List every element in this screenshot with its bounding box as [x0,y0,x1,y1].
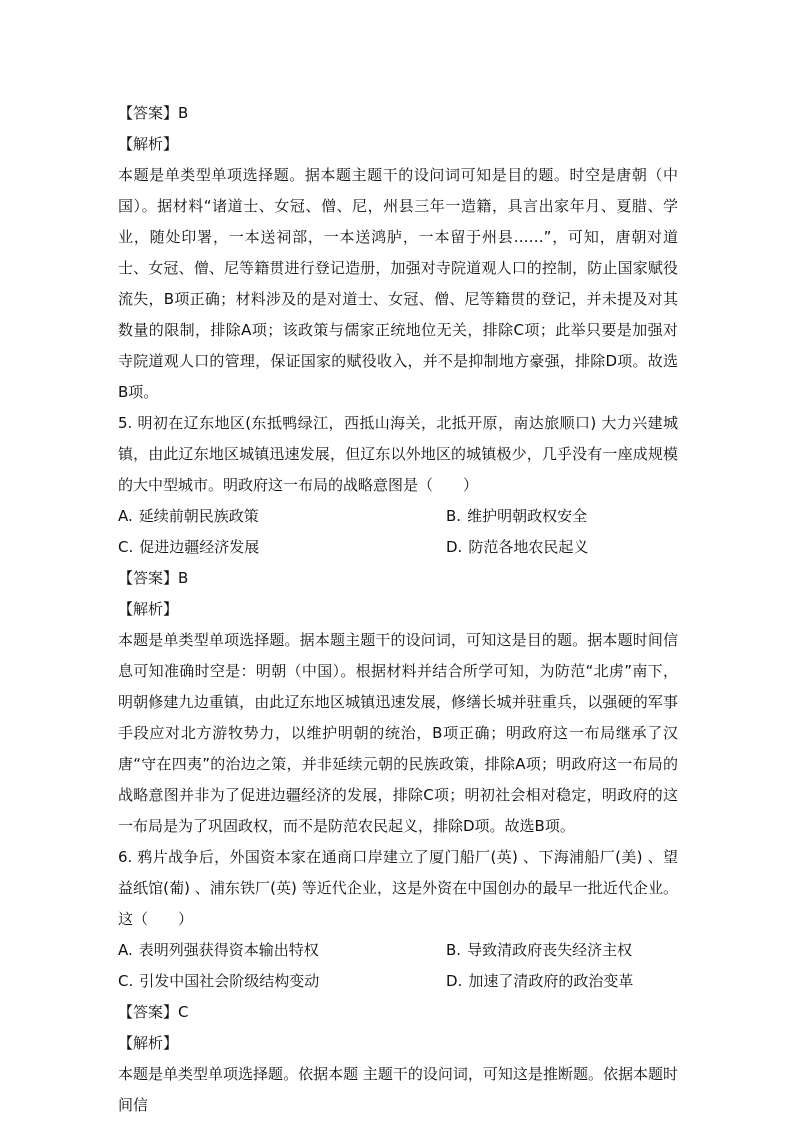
question-6-stem: 6. 鸦片战争后，外国资本家在通商口岸建立了厦门船厂(英) 、下海浦船厂(美) 、望益纸馆(葡) 、浦东铁厂(英) 等近代企业，这是外资在中国创办的最早一批近代企业。这（ ） [118,848,678,928]
analysis-heading: 【解析】 [118,135,179,153]
option-text: 引发中国社会阶级结构变动 [139,972,320,990]
analysis-paragraph: 本题是单类型单项选择题。据本题主题干的设问词可知是目的题。时空是唐朝（中国）。据材料“诸道士、女冠、僧、尼，州县三年一造籍，具言出家年月、夏腊、学业，随处印署，一本送祠部，一本送鸿胪，一本留于州县……”，可知，唐朝对道士、女冠、僧、尼等籍贯进行登记造册，加强对寺院道观人口的控制，防止国家赋役流失，B项正确；材料涉及的是对道士、女冠、僧、尼等籍贯的登记，并未提及对其数量的限制，排除A项；该政策与儒家正统地位无关，排除C项；此举只要是加强对寺院道观人口的管理，保证国家的赋役收入，并不是抑制地方豪强，排除D项。故选B项。 [118,166,678,401]
option-a [118,935,446,966]
option-text: 表明列强获得资本输出特权 [138,941,319,959]
option-letter: D. [446,538,463,556]
option-letter: C. [118,538,134,556]
option-letter: C. [118,972,134,990]
option-c [118,966,446,997]
option-a [118,501,446,532]
option-letter: A. [118,507,133,525]
analysis-heading: 【解析】 [118,1034,179,1052]
question-6-options [118,935,678,997]
option-text: 延续前朝民族政策 [138,507,259,525]
option-b [446,935,678,966]
option-b [446,501,678,532]
option-c [118,532,446,563]
option-d [446,532,678,563]
option-text: 维护明朝政权安全 [467,507,588,525]
option-letter: B. [446,941,462,959]
analysis-paragraph: 本题是单类型单项选择题。据本题主题干的设问词，可知这是目的题。据本题时间信息可知准确时空是：明朝（中国）。根据材料并结合所学可知，为防范“北虏”南下，明朝修建九边重镇，由此辽东地区城镇迅速发展，修缮长城并驻重兵，以强硬的军事手段应对北方游牧势力，以维护明朝的统治，B项正确；明政府这一布局继承了汉唐“守在四夷”的治边之策，并非延续元朝的民族政策，排除A项；明政府这一布局的战略意图并非为了促进边疆经济的发展，排除C项；明初社会相对稳定，明政府的这一布局是为了巩固政权，而不是防范农民起义，排除D项。故选B项。 [118,631,678,835]
answer-line: 【答案】B [118,569,189,587]
answer-line: 【答案】C [118,1003,189,1021]
option-text: 促进边疆经济发展 [139,538,260,556]
analysis-paragraph: 本题是单类型单项选择题。依据本题 主题干的设问词，可知这是推断题。依据本题时间信 [118,1065,678,1114]
answer-line: 【答案】B [118,104,189,122]
option-text: 加速了清政府的政治变革 [468,972,634,990]
question-5-stem: 5. 明初在辽东地区(东抵鸭绿江，西抵山海关，北抵开原，南达旅顺口) 大力兴建城镇，由此辽东地区城镇迅速发展，但辽东以外地区的城镇极少，几乎没有一座成规模的大中型城市。明政府这一布局的战略意图是（ ） [118,414,678,494]
analysis-heading: 【解析】 [118,600,179,618]
option-letter: D. [446,972,463,990]
option-text: 导致清政府丧失经济主权 [467,941,633,959]
option-letter: B. [446,507,462,525]
question-5-options [118,501,678,563]
option-letter: A. [118,941,133,959]
option-d [446,966,678,997]
document-page [118,98,678,1121]
option-text: 防范各地农民起义 [468,538,589,556]
